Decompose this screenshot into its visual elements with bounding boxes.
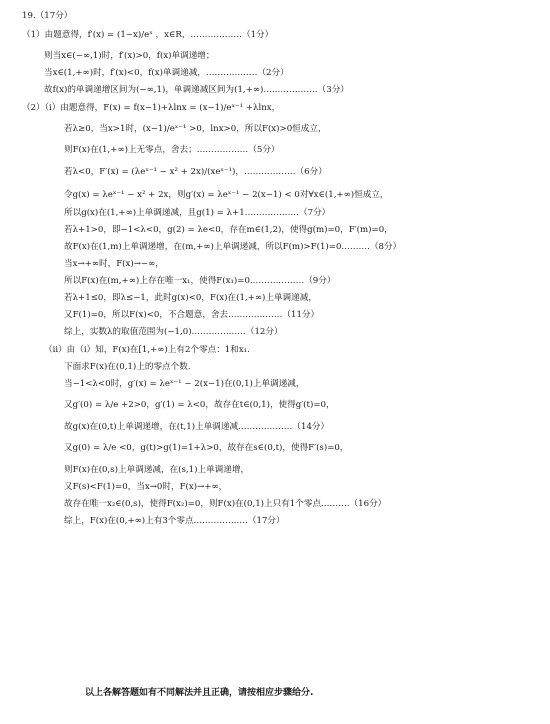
solution-line: 若λ<0，F′(x) = (λeˣ⁻¹ − x² + 2x)/(xeˣ⁻¹)，………………（6分） [64,167,327,177]
solution-line: 令g(x) = λeˣ⁻¹ − x² + 2x，则g′(x) = λeˣ⁻¹ − 2(x−1) < 0对∀x∈(1,+∞)恒成立， [64,190,389,200]
solution-line: （1）由题意得，f′(x) = (1−x)/eˣ ，x∈R，………………（1分） [22,30,274,40]
solution-line: 则当x∈(−∞,1)时，f′(x)>0，f(x)单调递增； [44,51,215,61]
solution-line: 综上，F(x)在(0,+∞)上有3个零点.………………（17分） [64,516,285,526]
solution-line: 故存在唯一x₂∈(0,s)，使得F(x₂)=0，则F(x)在(0,1)上只有1个零点.………（16分） [64,499,387,509]
solution-line: 若λ+1≤0，即λ≤−1，此时g(x)<0，F(x)在(1,+∞)上单调递减， [64,293,317,303]
solution-line: 故g(x)在(0,t)上单调递增，在(t,1)上单调递减.………………（14分） [64,422,330,432]
solution-line: （2）（i）由题意得，F(x) = f(x−1)+λlnx = (x−1)/eˣ⁻¹ +λlnx， [22,103,281,113]
solution-line: 若λ≥0，当x>1时，(x−1)/eˣ⁻¹ >0，lnx>0，所以F(x)>0恒成立， [64,124,327,134]
solution-line: 当−1<λ<0时，g′(x) = λeˣ⁻¹ − 2(x−1)在(0,1)上单调递减， [64,379,305,389]
solution-line: 下面求F(x)在(0,1)上的零点个数. [64,362,191,372]
solution-line: 则F(x)在(1,+∞)上无零点，舍去；………………（5分） [64,145,280,155]
grading-note: 以上各解答题如有不同解法并且正确，请按相应步骤给分. [85,688,314,698]
solution-line: 若λ+1>0，即−1<λ<0，g(2) = λe<0，存在m∈(1,2)，使得g(m)=0，F′(m)=0， [64,225,393,235]
solution-line: 当x∈(1,+∞)时，f′(x)<0，f(x)单调递减，………………（2分） [44,68,289,78]
solution-line: 所以F(x)在(m,+∞)上存在唯一x₁，使得F(x₁)=0.………………（9分） [64,276,336,286]
solution-line: 故F(x)在(1,m)上单调递增，在(m,+∞)上单调递减，所以F(m)>F(1)=0.………（8分） [64,242,402,252]
solution-line: 所以g(x)在(1,+∞)上单调递减，且g(1) = λ+1.………………（7分） [64,208,331,218]
solution-line: （ii）由（i）知，F(x)在[1,+∞)上有2个零点：1和x₁. [44,345,250,355]
solution-line: 又F(1)=0，所以F(x)<0，不合题意，舍去.………………（11分） [64,310,320,320]
solution-line: 当x→+∞时，F(x)→−∞， [64,259,164,269]
question-title: 19.（17分） [22,11,73,21]
solution-line: 又F(s)<F(1)=0，当x→0时，F(x)→+∞， [64,482,228,492]
solution-line: 综上，实数λ的取值范围为(−1,0).………………（12分） [64,327,283,337]
solution-line: 又g(0) = λ/e <0，g(t)>g(1)=1+λ>0，故存在s∈(0,t)，使得F′(s)=0， [64,443,349,453]
solution-line: 则F(x)在(0,s)上单调递减，在(s,1)上单调递增， [64,465,250,475]
solution-line: 又g′(0) = λ/e +2>0，g′(1) = λ<0，故存在t∈(0,1)，使得g′(t)=0， [64,400,335,410]
solution-line: 故f(x)的单调递增区间为(−∞,1)，单调递减区间为(1,+∞).………………（3分） [44,85,349,95]
